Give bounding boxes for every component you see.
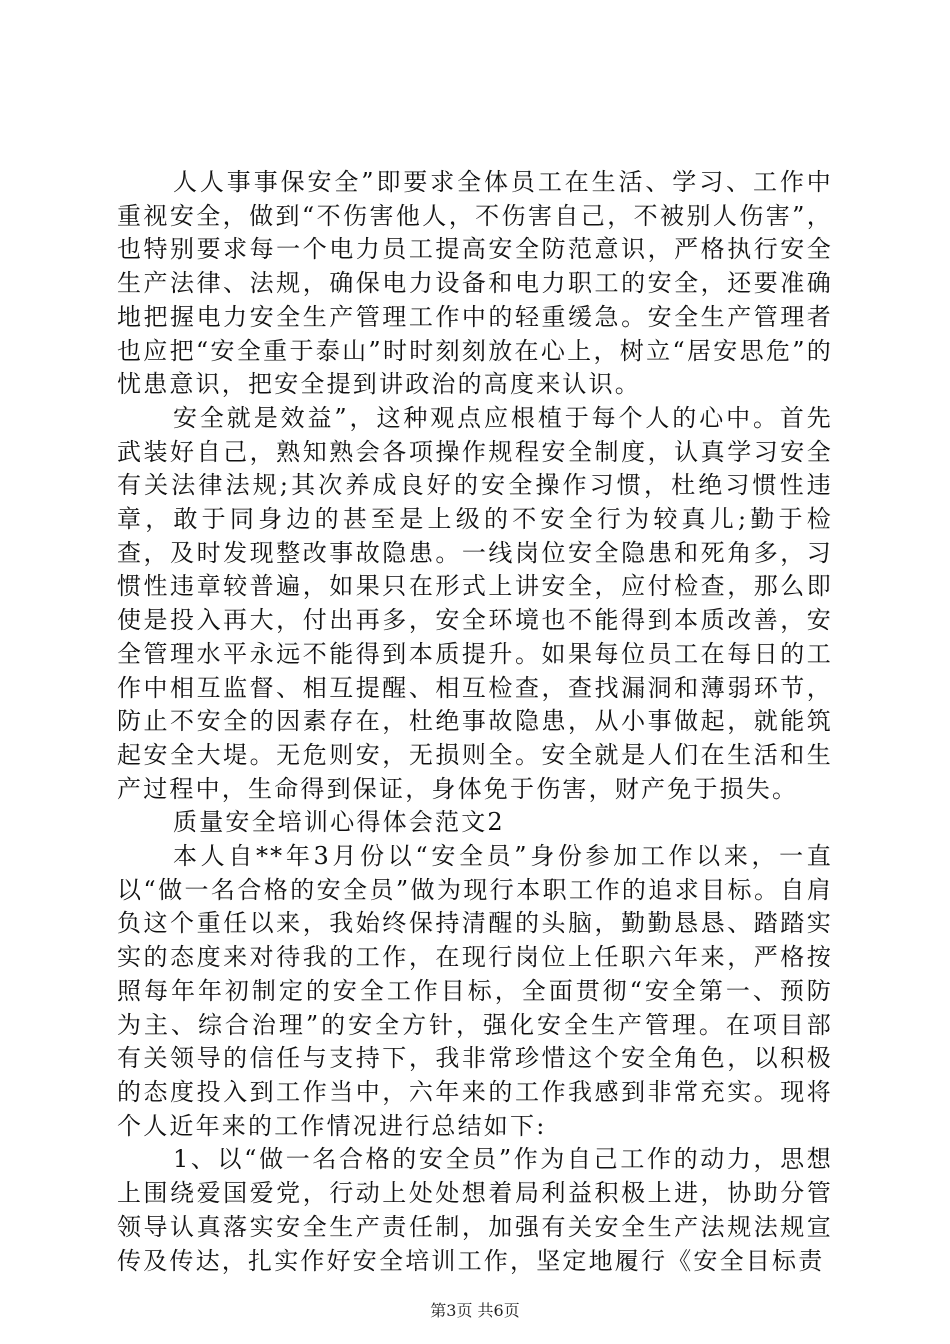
paragraph-safety-is-benefit: 安全就是效益”，这种观点应根植于每个人的心中。首先武装好自己，熟知熟会各项操作规程安全制度，认真学习安全有关法律法规;其次养成良好的安全操作习惯，杜绝习惯性违章，敢于同身边的甚至是上级的不安全行为较真儿;勤于检查，及时发现整改事故隐患。一线岗位安全隐患和死角多，习惯性违章较普遍，如果只在形式上讲安全，应付检查，那么即使是投入再大，付出再多，安全环境也不能得到本质改善，安全管理水平永远不能得到本质提升。如果每位员工在每日的工作中相互监督、相互提醒、相互检查，查找漏洞和薄弱环节，防止不安全的因素存在，杜绝事故隐患，从小事做起，就能筑起安全大堤。无危则安，无损则全。安全就是人们在生活和生产过程中，生命得到保证，身体免于伤害，财产免于损失。 <box>117 403 833 803</box>
paragraph-safety-for-everyone: 人人事事保安全”即要求全体员工在生活、学习、工作中重视安全，做到“不伤害他人，不伤害自己，不被别人伤害”，也特别要求每一个电力员工提高安全防范意识，严格执行安全生产法律、法规，确保电力设备和电力职工的安全，还要准确地把握电力安全生产管理工作中的轻重缓急。安全生产管理者也应把“安全重于泰山”时时刻刻放在心上，树立“居安思危”的忧患意识，把安全提到讲政治的高度来认识。 <box>117 168 833 399</box>
paragraph-personal-summary: 本人自**年3月份以“安全员”身份参加工作以来，一直以“做一名合格的安全员”做为现行本职工作的追求目标。自肩负这个重任以来，我始终保持清醒的头脑，勤勤恳恳、踏踏实实的态度来对待我的工作，在现行岗位上任职六年来，严格按照每年年初制定的安全工作目标，全面贯彻“安全第一、预防为主、综合治理”的安全方针，强化安全生产管理。在项目部有关领导的信任与支持下，我非常珍惜这个安全角色，以积极的态度投入到工作当中，六年来的工作我感到非常充实。现将个人近年来的工作情况进行总结如下: <box>117 842 833 1140</box>
section-heading-sample-2: 质量安全培训心得体会范文2 <box>173 808 505 837</box>
document-body <box>117 166 833 1278</box>
paragraph-item-1: 1、以“做一名合格的安全员”作为自己工作的动力，思想上围绕爱国爱党，行动上处处想着局利益积极上进，协助分管领导认真落实安全生产责任制，加强有关安全生产法规法规宣传及传达，扎实作好安全培训工作，坚定地履行《安全目标责 <box>117 1145 833 1275</box>
page-number-footer: 第3页 共6页 <box>430 1301 520 1320</box>
